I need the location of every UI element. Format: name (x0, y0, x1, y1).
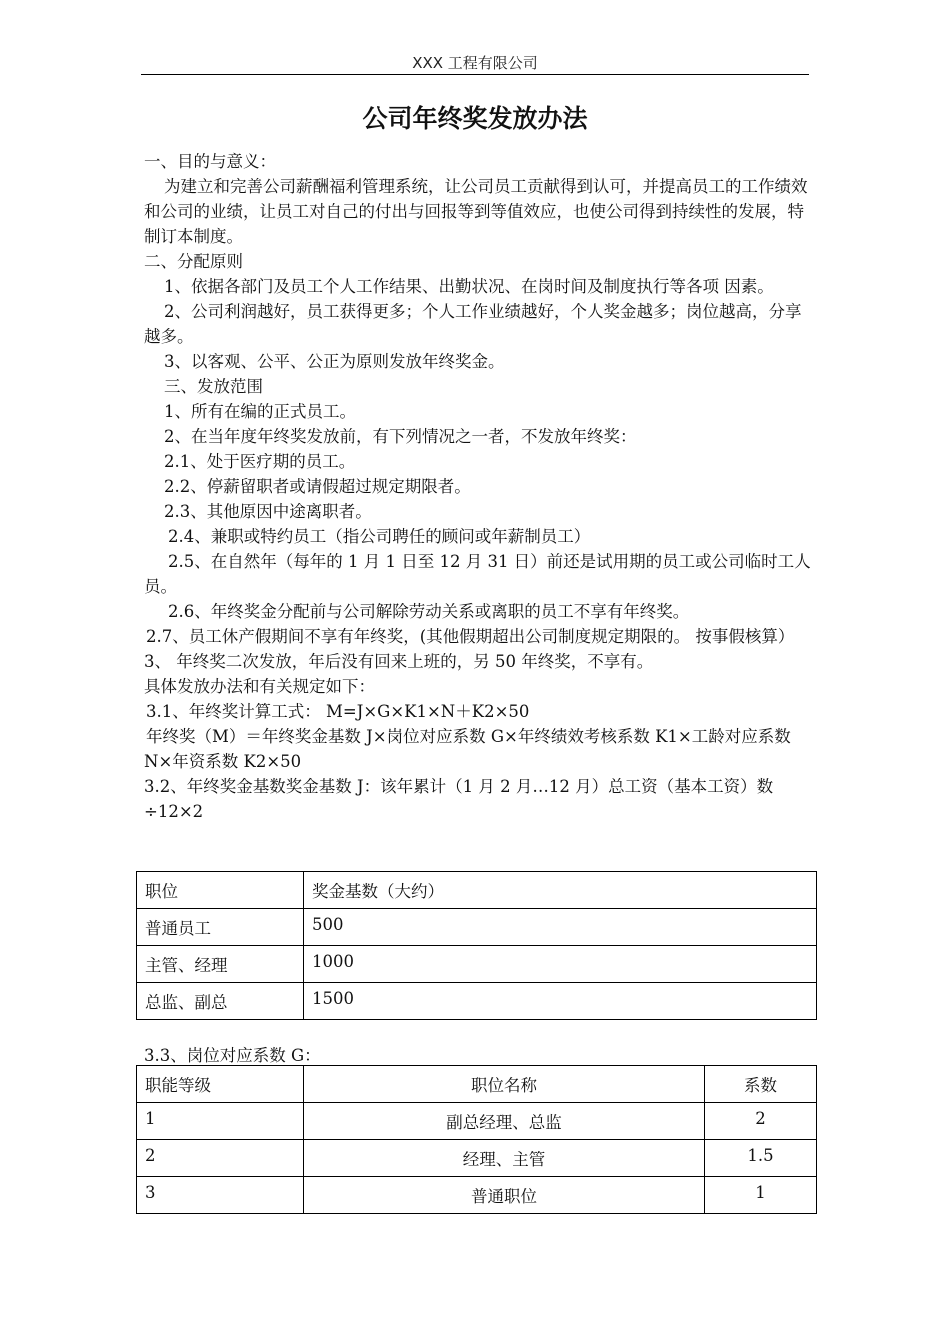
table-cell: 1 (705, 1177, 817, 1214)
table-header-cell: 职位 (137, 872, 304, 909)
paragraph: 2、在当年度年终奖发放前，有下列情况之一者，不发放年终奖： (164, 427, 637, 446)
position-coefficient-table (136, 1065, 817, 1214)
document-body (144, 149, 812, 824)
paragraph: 2.4、兼职或特约员工（指公司聘任的顾问或年薪制员工） (168, 527, 591, 546)
section-heading: 二、分配原则 (144, 252, 243, 271)
table-cell: 2 (137, 1140, 304, 1177)
table-cell: 主管、经理 (137, 946, 304, 983)
table-cell: 500 (304, 909, 817, 946)
table-row (137, 909, 817, 946)
paragraph: 2.1、处于医疗期的员工。 (164, 452, 356, 471)
paragraph: 2.6、年终奖金分配前与公司解除劳动关系或离职的员工不享有年终奖。 (168, 602, 690, 621)
table-row (137, 1177, 817, 1214)
paragraph: 为建立和完善公司薪酬福利管理系统，让公司员工贡献得到认可，并提高员工的工作绩效和公司的业绩，让员工对自己的付出与回报等到等值效应，也使公司得到持续性的发展，特制订本制度。 (144, 177, 808, 246)
table-cell: 总监、副总 (137, 983, 304, 1020)
table-header-cell: 系数 (705, 1066, 817, 1103)
paragraph: 3、以客观、公平、公正为原则发放年终奖金。 (164, 352, 505, 371)
table-cell: 普通员工 (137, 909, 304, 946)
paragraph: 2.7、员工休产假期间不享有年终奖，(其他假期超出公司制度规定期限的。 按事假核算） (146, 627, 795, 646)
table-cell: 1000 (304, 946, 817, 983)
table-cell: 1 (137, 1103, 304, 1140)
section-heading: 三、发放范围 (164, 377, 263, 396)
table-header-cell: 职位名称 (304, 1066, 705, 1103)
paragraph: 2.3、其他原因中途离职者。 (164, 502, 372, 521)
table-cell: 副总经理、总监 (304, 1103, 705, 1140)
section-heading: 一、目的与意义： (144, 152, 276, 171)
paragraph: 具体发放办法和有关规定如下： (144, 677, 375, 696)
table-header-row (137, 872, 817, 909)
paragraph: 3.2、年终奖金基数奖金基数 J：该年累计（1 月 2 月…12 月）总工资（基本工资）数÷12×2 (144, 777, 774, 821)
paragraph: 1、依据各部门及员工个人工作结果、出勤状况、在岗时间及制度执行等各项 因素。 (164, 277, 774, 296)
paragraph: 年终奖（M）＝年终奖金基数 J×岗位对应系数 G×年终绩效考核系数 K1×工龄对应系数 N×年资系数 K2×50 (144, 727, 791, 771)
table-cell: 3 (137, 1177, 304, 1214)
table-header-cell: 职能等级 (137, 1066, 304, 1103)
table-header-cell: 奖金基数（大约） (304, 872, 817, 909)
table-header-row (137, 1066, 817, 1103)
table-cell: 2 (705, 1103, 817, 1140)
header-divider (141, 74, 809, 75)
formula: 3.1、年终奖计算工式： M=J×G×K1×N＋K2×50 (146, 702, 530, 721)
paragraph: 2、公司利润越好，员工获得更多；个人工作业绩越好，个人奖金越多；岗位越高，分享越多。 (144, 302, 802, 346)
document-title: 公司年终奖发放办法 (362, 104, 588, 133)
table-cell: 普通职位 (304, 1177, 705, 1214)
bonus-base-table (136, 871, 817, 1020)
table-row (137, 1140, 817, 1177)
table-row (137, 983, 817, 1020)
table-row (137, 946, 817, 983)
paragraph: 2.2、停薪留职者或请假超过规定期限者。 (164, 477, 471, 496)
table-cell: 经理、主管 (304, 1140, 705, 1177)
paragraph: 3、 年终奖二次发放，年后没有回来上班的，另 50 年终奖，不享有。 (144, 652, 654, 671)
table-cell: 1.5 (705, 1140, 817, 1177)
paragraph: 1、所有在编的正式员工。 (164, 402, 356, 421)
table-cell: 1500 (304, 983, 817, 1020)
page-header: XXX 工程有限公司 (412, 54, 538, 72)
paragraph: 2.5、在自然年（每年的 1 月 1 日至 12 月 31 日）前还是试用期的员工或公司临时工人员。 (144, 552, 811, 596)
table-caption: 3.3、岗位对应系数 G： (144, 1046, 321, 1065)
table-row (137, 1103, 817, 1140)
